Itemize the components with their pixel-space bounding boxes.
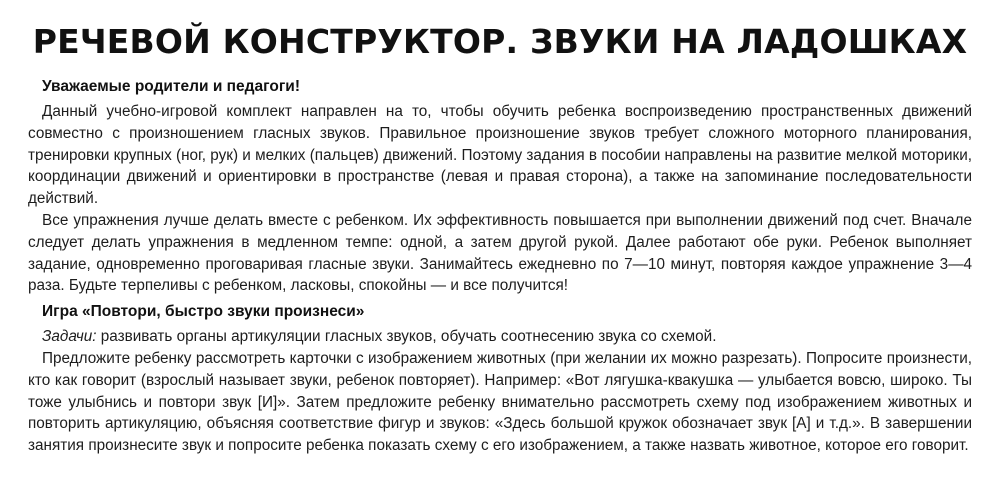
tasks-label: Задачи: — [42, 328, 97, 346]
greeting-heading: Уважаемые родители и педагоги! — [42, 78, 300, 95]
game-description-paragraph: Предложите ребенку рассмотреть карточки с изображением животных (при желании их можно разрезать). Попросите произнести, кто как говорит (взрослый называет звуки, ребенок повторяет). Например: «Вот лягушка-квакушка — улыбается вовсю, широко. Ты тоже улыбнись и повтори звук [И]». Затем предложите ребенку внимательно рассмотреть схему под изображением животных и повторить артикуляцию, объясняя соответствие фигур и звуков: «Здесь большой кружок обозначает звук [А] и т.д.». В завершении занятия произнесите звук и попросите ребенка показать схему с его изображением, а также назвать животное, которое его говорит. — [28, 349, 972, 455]
game-heading: Игра «Повтори, быстро звуки произнеси» — [42, 303, 365, 321]
game-tasks-paragraph — [28, 326, 972, 348]
document-page — [0, 22, 1000, 501]
tasks-text: развивать органы артикуляции гласных звуков, обучать соотнесению звука со схемой. — [96, 328, 717, 346]
intro-paragraph-1: Данный учебно-игровой комплект направлен на то, чтобы обучить ребенка воспроизведению пространственных движений совместно с произношением гласных звуков. Правильное произношение звуков требует сложного моторного планирования, тренировки крупных (ног, рук) и мелких (пальцев) движений. Поэтому задания в пособии направлены на развитие мелкой моторики, координации движений и ориентировки в пространстве (левая и правая сторона), а также на запоминание последовательности действий. — [28, 103, 972, 208]
intro-paragraph-2: Все упражнения лучше делать вместе с ребенком. Их эффективность повышается при выполнении движений под счет. Вначале следует делать упражнения в медленном темпе: одной, а затем другой рукой. Далее работают обе руки. Ребенок выполняет задание, одновременно проговаривая гласные звуки. Занимайтесь ежедневно по 7—10 минут, повторяя каждое упражнение 3—4 раза. Будьте терпеливы с ребенком, ласковы, спокойны — и все получится! — [28, 211, 972, 295]
page-title: РЕЧЕВОЙ КОНСТРУКТОР. ЗВУКИ НА ЛАДОШКАХ — [32, 22, 968, 61]
